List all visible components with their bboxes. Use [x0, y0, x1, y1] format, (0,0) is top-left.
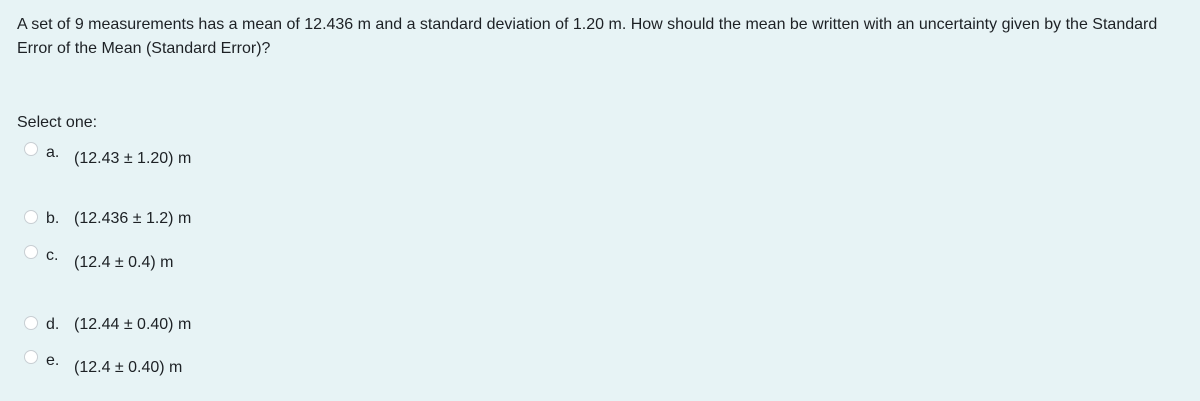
- option-text-a: (12.43 ± 1.20) m: [74, 150, 192, 167]
- option-letter-a: a.: [46, 144, 60, 161]
- radio-button-d[interactable]: [24, 316, 38, 330]
- option-letter-c: c.: [46, 247, 59, 264]
- radio-button-e[interactable]: [24, 350, 38, 364]
- option-text-c: (12.4 ± 0.4) m: [74, 254, 174, 271]
- answer-option-e[interactable]: [24, 348, 424, 378]
- option-letter-b: b.: [46, 210, 60, 227]
- answer-option-c[interactable]: [24, 243, 424, 273]
- select-one-label: Select one:: [17, 114, 98, 131]
- answer-option-b[interactable]: [24, 203, 424, 233]
- option-letter-d: d.: [46, 316, 60, 333]
- option-text-b: (12.436 ± 1.2) m: [74, 210, 192, 227]
- option-letter-e: e.: [46, 352, 60, 369]
- option-text-e: (12.4 ± 0.40) m: [74, 359, 183, 376]
- option-text-d: (12.44 ± 0.40) m: [74, 316, 192, 333]
- radio-button-a[interactable]: [24, 142, 38, 156]
- radio-button-c[interactable]: [24, 245, 38, 259]
- question-text: A set of 9 measurements has a mean of 12.436 m and a standard deviation of 1.20 m. How should the mean be written with an uncertainty given by the Standard Error of the Mean (Standard Error)?: [17, 16, 1158, 57]
- answer-option-a[interactable]: [24, 140, 424, 170]
- answer-option-d[interactable]: [24, 309, 424, 339]
- radio-button-b[interactable]: [24, 210, 38, 224]
